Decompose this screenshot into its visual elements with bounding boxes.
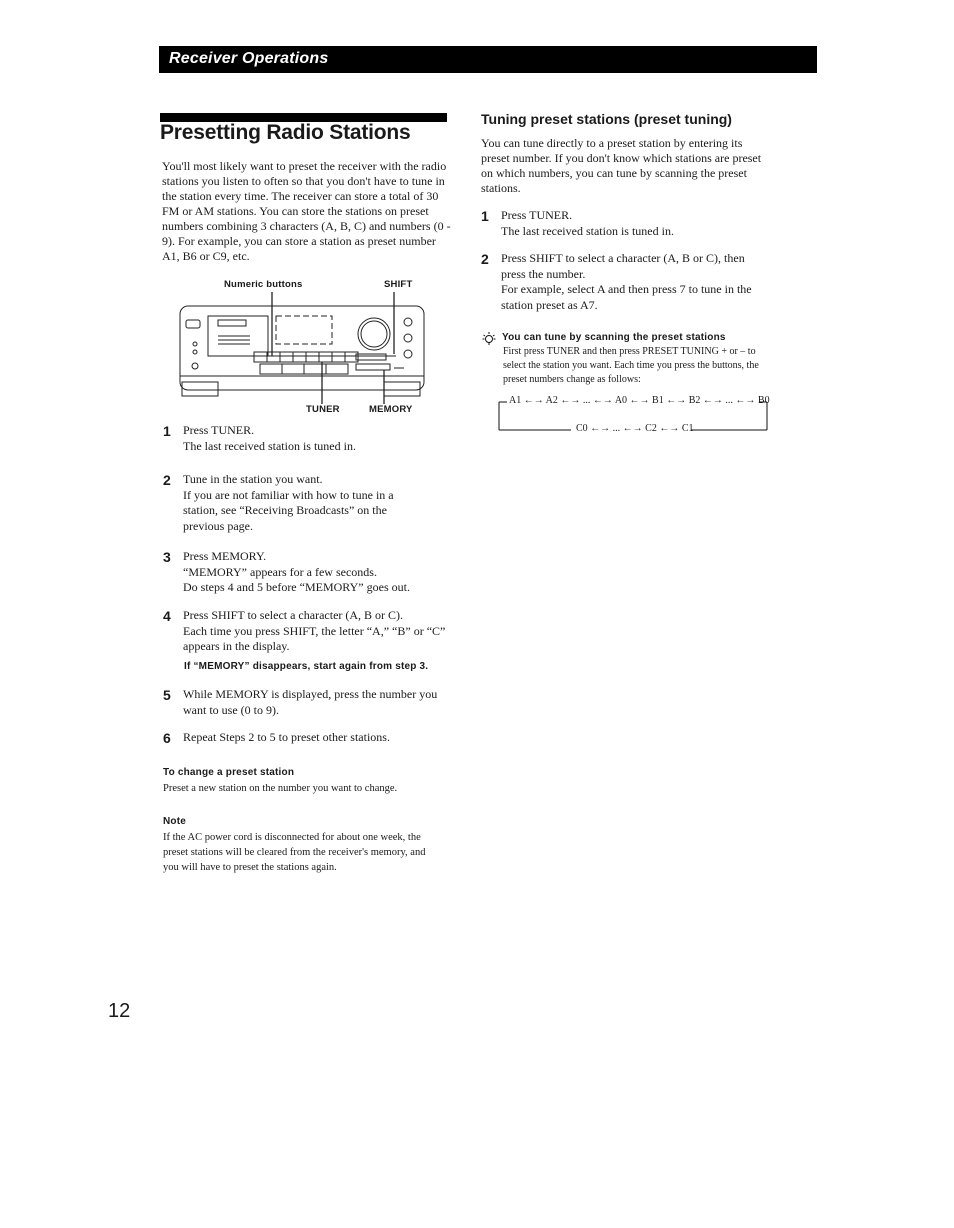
step-line: The last received station is tuned in.	[183, 438, 356, 453]
change-preset-text: Preset a new station on the number you want to change.	[163, 783, 398, 794]
preset-tuning-heading: Tuning preset stations (preset tuning)	[481, 111, 732, 127]
step-line: If you are not familiar with how to tune in a station, see “Receiving Broadcasts” on the previous page.	[183, 487, 394, 533]
tip-text: First press TUNER and then press PRESET TUNING + or – to select the station you want. Each time you press the buttons, the preset numbers change as follows:	[503, 346, 759, 385]
preset-tuning-intro: You can tune directly to a preset station by entering its preset number. If you don't know which stations are preset on which numbers, you can tune by scanning the preset stations.	[481, 136, 762, 195]
step-number: 6	[163, 730, 171, 746]
label-tuner: TUNER	[306, 404, 340, 415]
section-header-bar	[159, 46, 817, 73]
note-heading: Note	[163, 816, 187, 827]
step-line: Press MEMORY.	[183, 549, 267, 563]
step-line: Tune in the station you want.	[183, 472, 323, 486]
preset-sequence-diagram	[497, 393, 772, 435]
step-line: Do steps 4 and 5 before “MEMORY” goes out.	[183, 580, 410, 594]
receiver-diagram	[178, 276, 428, 416]
step-number: 4	[163, 608, 171, 624]
sequence-bottom-row: C0 ←→ ... ←→ C2 ←→ C1	[576, 423, 694, 434]
label-numeric-buttons: Numeric buttons	[224, 279, 303, 290]
intro-paragraph: You'll most likely want to preset the receiver with the radio stations you listen to often so that you don't have to tune in the station every time. The receiver can store a total of 30 FM or AM stations. You can store the stations on preset numbers combining 3 characters (A, B, C) and numbers (0 - 9). For example, you can store a station as preset number A1, B6 or C9, etc.	[162, 159, 451, 263]
step-line: While MEMORY is displayed, press the number you want to use (0 to 9).	[183, 687, 438, 717]
tip-heading: You can tune by scanning the preset stations	[502, 332, 726, 343]
step-number: 1	[163, 423, 171, 439]
step-line: Repeat Steps 2 to 5 to preset other stations.	[183, 730, 390, 744]
note-text: If the AC power cord is disconnected for about one week, the preset stations will be cleared from the receiver's memory, and you will have to preset the stations again.	[163, 832, 426, 873]
step-line: Press SHIFT to select a character (A, B or C).	[183, 608, 404, 622]
lightbulb-icon	[482, 331, 496, 347]
step-number: 2	[163, 472, 171, 488]
sequence-top-row: A1 ←→ A2 ←→ ... ←→ A0 ←→ B1 ←→ B2 ←→ ... ←→ B0	[509, 395, 770, 406]
page-title: Presetting Radio Stations	[160, 121, 411, 144]
step-4-note: If “MEMORY” disappears, start again from step 3.	[184, 661, 429, 672]
step-line: Press SHIFT to select a character (A, B or C), then press the number.	[501, 251, 745, 281]
section-title: Receiver Operations	[169, 50, 329, 67]
step-number: 2	[481, 251, 489, 267]
step-line: “MEMORY” appears for a few seconds.	[183, 564, 377, 579]
receiver-front-panel-illustration	[178, 292, 428, 404]
step-number: 3	[163, 549, 171, 565]
step-line: The last received station is tuned in.	[501, 223, 674, 238]
label-shift: SHIFT	[384, 279, 413, 290]
step-line: For example, select A and then press 7 to tune in the station preset as A7.	[501, 282, 752, 312]
change-preset-heading: To change a preset station	[163, 767, 295, 778]
step-number: 5	[163, 687, 171, 703]
label-memory: MEMORY	[369, 404, 413, 415]
step-line: Press TUNER.	[501, 208, 573, 222]
step-number: 1	[481, 208, 489, 224]
step-line: Each time you press SHIFT, the letter “A,” “B” or “C” appears in the display.	[183, 623, 446, 653]
page-number: 12	[108, 1000, 131, 1022]
step-line: Press TUNER.	[183, 423, 255, 437]
